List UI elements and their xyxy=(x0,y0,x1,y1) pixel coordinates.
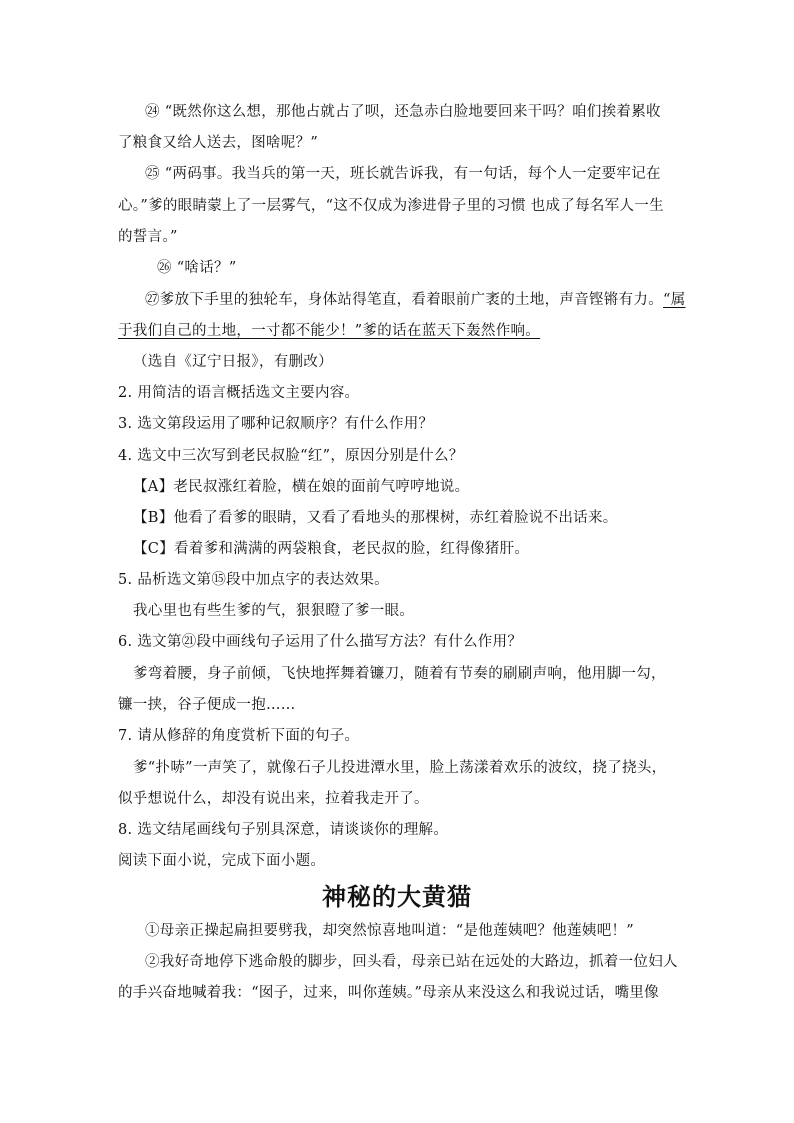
question-4: 4. 选文中三次写到老民叔脸“红”，原因分别是什么？ xyxy=(118,448,464,464)
paragraph-25-line-1: ㉕ “两码事。我当兵的第一天，班长就告诉我，有一句话，每个人一定要牢记在 xyxy=(145,166,661,182)
underlined-sentence: 于我们自己的土地，一寸都不能少！”爹的话在蓝天下轰然作响。 xyxy=(118,323,541,339)
question-7-sentence-line-2: 似乎想说什么，却没有说出来，拉着我走开了。 xyxy=(118,791,429,807)
story-paragraph-1: ①母亲正操起扁担要劈我，却突然惊喜地叫道：“是他莲姨吧？他莲姨吧！” xyxy=(145,923,635,939)
paragraph-27-text: ㉗爹放下手里的独轮车，身体站得笔直，看着眼前广袤的土地，声音铿锵有力。 xyxy=(145,292,663,308)
question-4-option-a: 【A】老民叔涨红着脸，横在娘的面前气哼哼地说。 xyxy=(133,479,470,495)
question-6-sentence-line-2: 镰一挟，谷子便成一抱…… xyxy=(118,697,296,713)
paragraph-27-line-1 xyxy=(145,290,686,310)
question-5-sentence: 我心里也有些生爹的气，狠狠瞪了爹一眼。 xyxy=(133,603,415,619)
question-4-option-b: 【B】他看了看爹的眼睛，又看了看地头的那棵树，赤红着脸说不出话来。 xyxy=(133,510,618,526)
story-paragraph-2-line-1: ②我好奇地停下逃命般的脚步，回头看，母亲已站在远处的大路边，抓着一位妇人 xyxy=(145,954,678,970)
underlined-sentence-start: “属 xyxy=(663,292,686,308)
question-4-option-c: 【C】看着爹和满满的两袋粮食，老民叔的脸，红得像猪肝。 xyxy=(133,541,530,557)
question-2: 2. 用简洁的语言概括选文主要内容。 xyxy=(118,385,360,401)
paragraph-24-line-2: 了粮食又给人送去，图啥呢？” xyxy=(118,135,319,151)
question-6-sentence-line-1: 爹弯着腰，身子前倾，飞快地挥舞着镰刀，随着有节奏的刷刷声响，他用脚一勾， xyxy=(133,666,666,682)
question-7-sentence-line-1: 爹“扑哧”一声笑了，就像石子儿投进潭水里，脸上荡漾着欢乐的波纹，挠了挠头， xyxy=(133,760,667,776)
source-citation: （选自《辽宁日报》，有删改） xyxy=(133,354,333,370)
paragraph-26-line-1: ㉖ “啥话？” xyxy=(157,260,237,276)
paragraph-25-line-3: 的誓言。” xyxy=(118,229,178,245)
question-6: 6. 选文第㉑段中画线句子运用了什么描写方法？有什么作用？ xyxy=(118,634,523,650)
reading-instruction: 阅读下面小说，完成下面小题。 xyxy=(118,853,326,869)
story-paragraph-2-line-2: 的手兴奋地喊着我：“囡子，过来，叫你莲姨。”母亲从来没这么和我说过话，嘴里像 xyxy=(118,985,659,1001)
question-5: 5. 品析选文第⑮段中加点字的表达效果。 xyxy=(118,572,389,588)
question-3: 3. 选文第段运用了哪种记叙顺序？有什么作用？ xyxy=(118,416,434,432)
paragraph-24-line-1: ㉔ “既然你这么想，那他占就占了呗，还急赤白脸地要回来干吗？咱们挨着累收 xyxy=(145,104,661,120)
question-8: 8. 选文结尾画线句子别具深意，请谈谈你的理解。 xyxy=(118,822,449,838)
story-title: 神秘的大黄猫 xyxy=(322,882,472,911)
question-7: 7. 请从修辞的角度赏析下面的句子。 xyxy=(118,728,360,744)
paragraph-25-line-2: 心。”爹的眼睛蒙上了一层雾气，“这不仅成为渗进骨子里的习惯 也成了每名军人一生 xyxy=(118,198,664,214)
